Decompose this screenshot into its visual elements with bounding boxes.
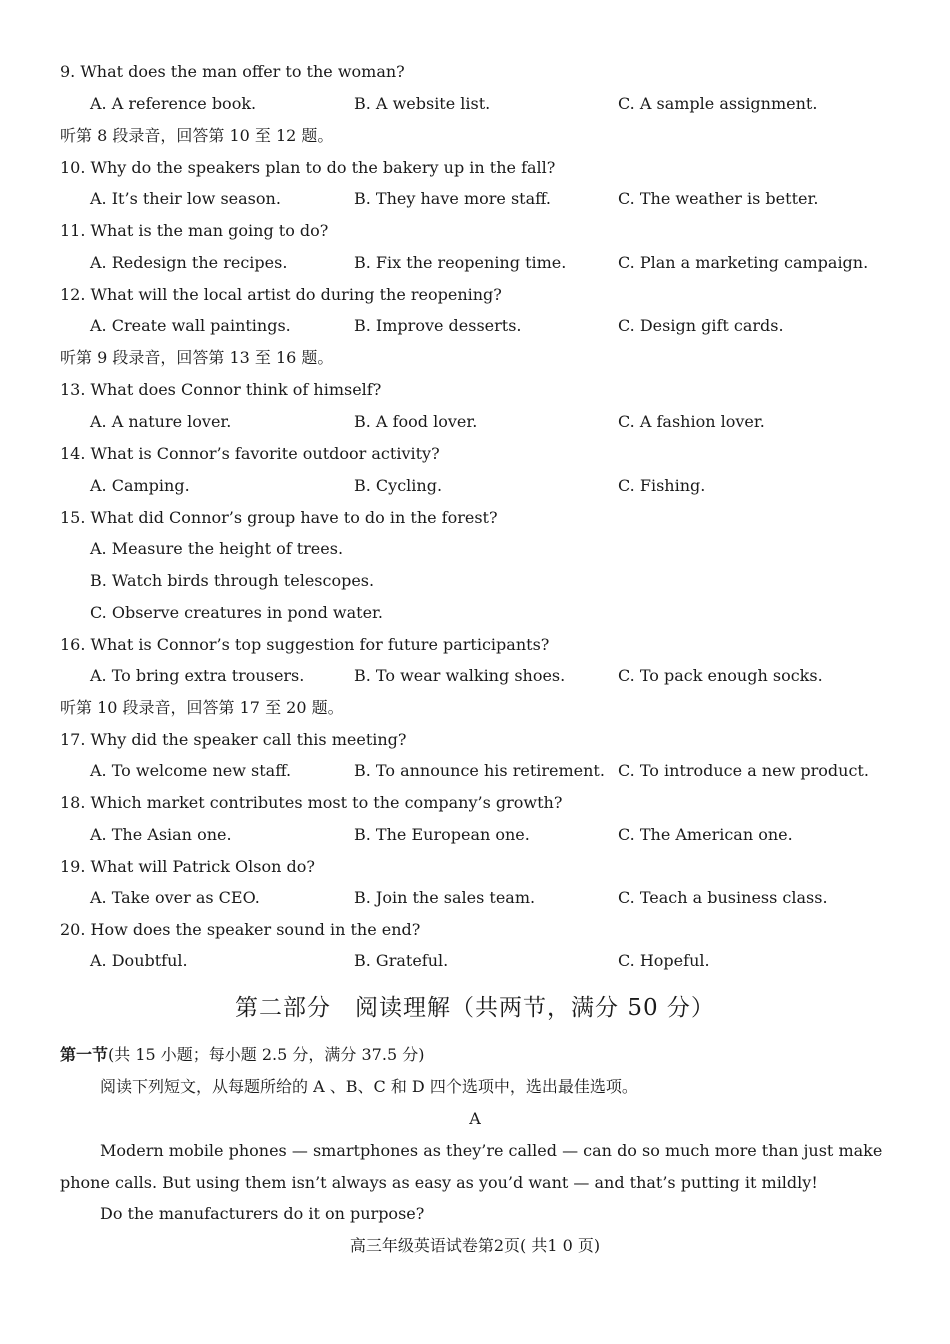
q15-option-c: C. Observe creatures in pond water. bbox=[90, 603, 384, 622]
section-1-instruction: 阅读下列短文，从每题所给的 A 、B、C 和 D 四个选项中，选出最佳选项。 bbox=[100, 1077, 638, 1096]
question-18: 18. Which market contributes most to the company’s growth? bbox=[60, 793, 563, 812]
question-13: 13. What does Connor think of himself? bbox=[60, 380, 382, 399]
q9-option-a: A. A reference book. bbox=[90, 94, 257, 113]
q20-option-b: B. Grateful. bbox=[354, 951, 449, 970]
q20-option-c: C. Hopeful. bbox=[618, 951, 710, 970]
q18-option-b: B. The European one. bbox=[354, 825, 530, 844]
q12-option-b: B. Improve desserts. bbox=[354, 316, 522, 335]
section-1-heading bbox=[60, 1045, 424, 1065]
passage-paragraph-2: Do the manufacturers do it on purpose? bbox=[100, 1204, 425, 1223]
question-14: 14. What is Connor’s favorite outdoor activity? bbox=[60, 444, 440, 463]
passage-paragraph-1-line-1: Modern mobile phones — smartphones as they’re called — can do so much more than just make bbox=[100, 1141, 883, 1160]
question-19: 19. What will Patrick Olson do? bbox=[60, 857, 315, 876]
q10-option-a: A. It’s their low season. bbox=[90, 189, 281, 208]
q17-option-b: B. To announce his retirement. bbox=[354, 761, 605, 780]
q19-option-c: C. Teach a business class. bbox=[618, 888, 828, 907]
q13-option-a: A. A nature lover. bbox=[90, 412, 232, 431]
q12-option-c: C. Design gift cards. bbox=[618, 316, 784, 335]
q14-option-c: C. Fishing. bbox=[618, 476, 706, 495]
q14-option-a: A. Camping. bbox=[90, 476, 190, 495]
q20-option-a: A. Doubtful. bbox=[90, 951, 188, 970]
passage-label: A bbox=[469, 1109, 481, 1128]
question-10: 10. Why do the speakers plan to do the bakery up in the fall? bbox=[60, 158, 556, 177]
passage-paragraph-1-line-2: phone calls. But using them isn’t always as easy as you’d want — and that’s putting it mildly! bbox=[60, 1173, 818, 1192]
question-16: 16. What is Connor’s top suggestion for future participants? bbox=[60, 635, 550, 654]
question-9: 9. What does the man offer to the woman? bbox=[60, 62, 405, 81]
question-12: 12. What will the local artist do during the reopening? bbox=[60, 285, 502, 304]
q14-option-b: B. Cycling. bbox=[354, 476, 443, 495]
question-20: 20. How does the speaker sound in the end? bbox=[60, 920, 421, 939]
q19-option-b: B. Join the sales team. bbox=[354, 888, 536, 907]
q9-option-b: B. A website list. bbox=[354, 94, 491, 113]
q12-option-a: A. Create wall paintings. bbox=[90, 316, 291, 335]
q17-option-a: A. To welcome new staff. bbox=[90, 761, 292, 780]
q11-option-b: B. Fix the reopening time. bbox=[354, 253, 567, 272]
q16-option-b: B. To wear walking shoes. bbox=[354, 666, 566, 685]
part-2-title: 第二部分 阅读理解（共两节，满分 50 分） bbox=[235, 995, 715, 1021]
instruction-segment-10: 听第 10 段录音，回答第 17 至 20 题。 bbox=[60, 698, 344, 717]
question-11: 11. What is the man going to do? bbox=[60, 221, 329, 240]
q18-option-c: C. The American one. bbox=[618, 825, 793, 844]
q11-option-a: A. Redesign the recipes. bbox=[90, 253, 288, 272]
page-footer: 高三年级英语试卷第2页( 共1 0 页) bbox=[349, 1236, 601, 1255]
question-15: 15. What did Connor’s group have to do in the forest? bbox=[60, 508, 498, 527]
section-1-detail: (共 15 小题；每小题 2.5 分，满分 37.5 分) bbox=[108, 1045, 425, 1064]
q11-option-c: C. Plan a marketing campaign. bbox=[618, 253, 869, 272]
q17-option-c: C. To introduce a new product. bbox=[618, 761, 869, 780]
q18-option-a: A. The Asian one. bbox=[90, 825, 232, 844]
q16-option-c: C. To pack enough socks. bbox=[618, 666, 823, 685]
q15-option-b: B. Watch birds through telescopes. bbox=[90, 571, 375, 590]
question-17: 17. Why did the speaker call this meeting? bbox=[60, 730, 407, 749]
q16-option-a: A. To bring extra trousers. bbox=[90, 666, 305, 685]
instruction-segment-9: 听第 9 段录音，回答第 13 至 16 题。 bbox=[60, 348, 334, 367]
q19-option-a: A. Take over as CEO. bbox=[90, 888, 260, 907]
q10-option-c: C. The weather is better. bbox=[618, 189, 819, 208]
q13-option-b: B. A food lover. bbox=[354, 412, 478, 431]
section-1-label: 第一节 bbox=[60, 1045, 109, 1064]
q13-option-c: C. A fashion lover. bbox=[618, 412, 765, 431]
instruction-segment-8: 听第 8 段录音，回答第 10 至 12 题。 bbox=[60, 126, 334, 145]
q15-option-a: A. Measure the height of trees. bbox=[90, 539, 344, 558]
q9-option-c: C. A sample assignment. bbox=[618, 94, 818, 113]
q10-option-b: B. They have more staff. bbox=[354, 189, 552, 208]
